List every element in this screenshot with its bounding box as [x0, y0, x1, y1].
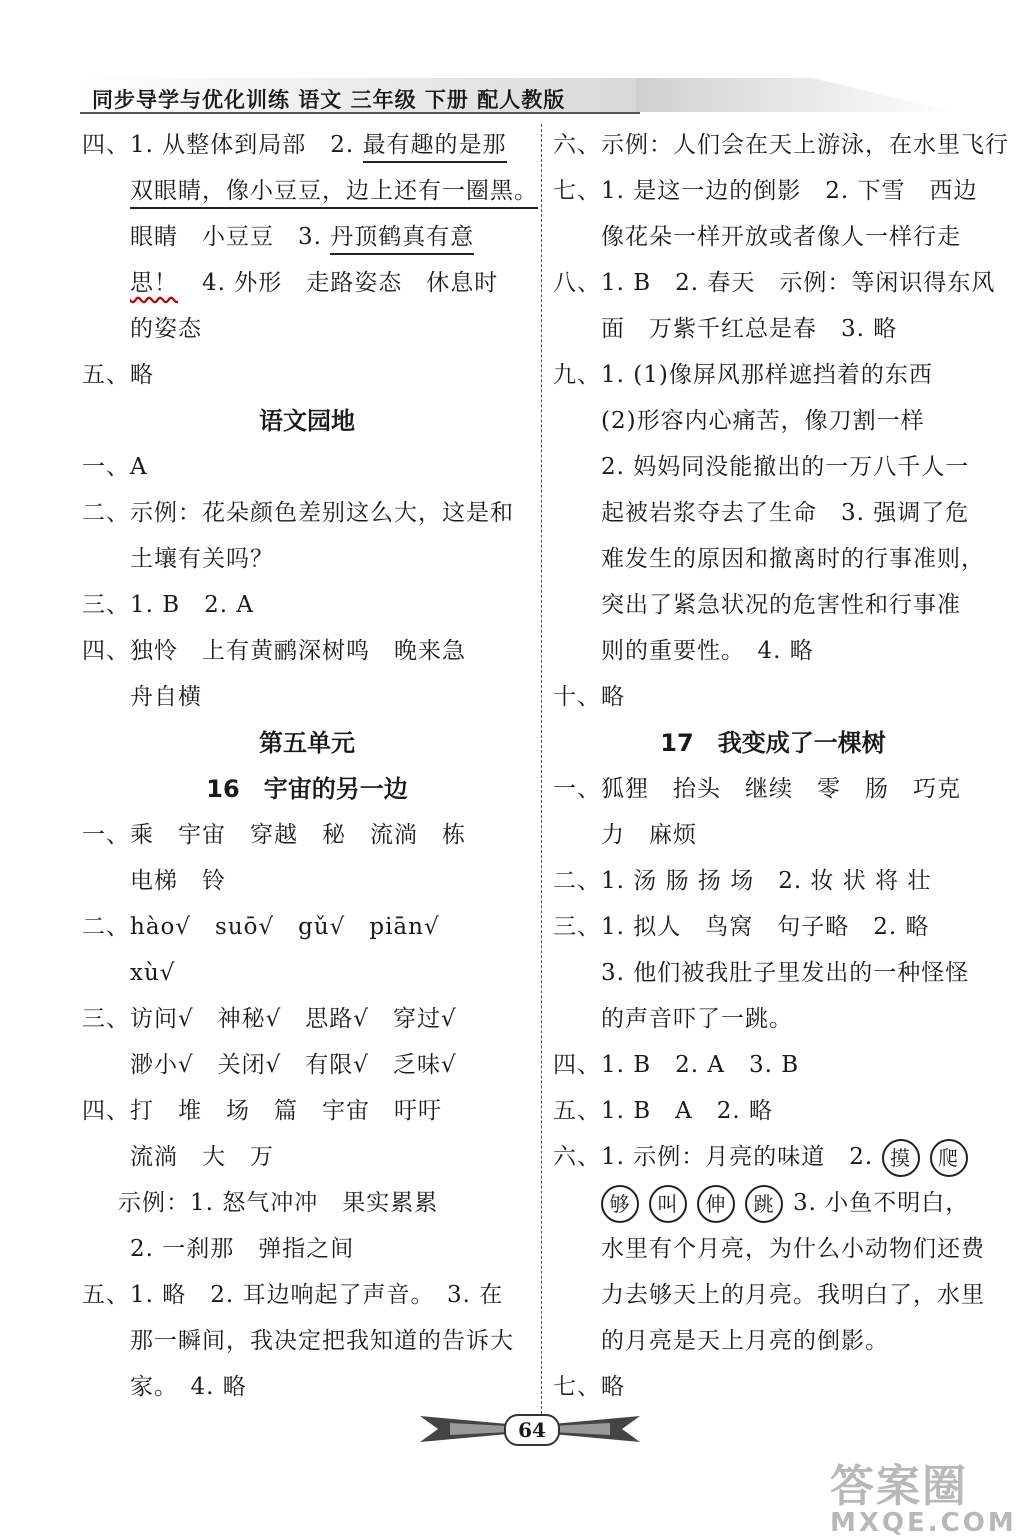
answer-line: xù√: [130, 960, 176, 986]
header-title: 同步导学与优化训练 语文 三年级 下册 配人教版: [92, 88, 566, 112]
header-tail-decoration: [636, 78, 956, 112]
answer-line: 三、访问√ 神秘√ 思路√ 穿过√: [82, 1006, 457, 1032]
answer-line: 四、1. B 2. A 3. B: [553, 1052, 800, 1078]
answer-line: 一、A: [82, 454, 148, 480]
answer-line: 一、乘 宇宙 穿越 秘 流淌 栋: [82, 822, 466, 848]
circled-char: 爬: [930, 1139, 968, 1177]
answer-line: [553, 1180, 993, 1226]
watermark-url: MXQE.COM: [830, 1508, 1017, 1538]
section-heading: 语文园地: [259, 407, 355, 435]
unit-heading: 第五单元: [259, 729, 355, 757]
answer-line: 难发生的原因和撤离时的行事准则，: [601, 546, 985, 572]
answer-text: 眼睛 小豆豆 3.: [130, 224, 331, 250]
watermark-text: 答案圈: [830, 1461, 968, 1512]
answer-line: 的姿态: [130, 316, 202, 342]
answer-line: 土壤有关吗？: [130, 546, 274, 572]
answer-line: 五、1. 略 2. 耳边响起了声音。 3. 在: [82, 1282, 504, 1308]
answer-line: [82, 260, 532, 306]
answer-line: 三、1. 拟人 鸟窝 句子略 2. 略: [553, 914, 930, 940]
answer-line: 七、略: [553, 1374, 625, 1400]
answer-line: 三、1. B 2. A: [82, 592, 255, 618]
answer-line: 力 麻烦: [601, 822, 697, 848]
answer-line: 家。 4. 略: [130, 1374, 247, 1400]
circled-char: 伸: [697, 1185, 735, 1223]
wavy-underlined-answer: 思！: [130, 270, 178, 296]
answer-text: 四、1. 从整体到局部 2.: [82, 132, 363, 158]
lesson-heading: 17 我变成了一棵树: [660, 729, 886, 757]
answer-line: 的月亮是天上月亮的倒影。: [601, 1328, 889, 1354]
answer-line: 十、略: [553, 684, 625, 710]
answer-line: 六、示例：人们会在天上游泳，在水里飞行: [553, 132, 1009, 158]
circled-char: 跳: [745, 1185, 783, 1223]
page-footer: [420, 1410, 640, 1446]
answer-line: 四、打 堆 场 篇 宇宙 吁吁: [82, 1098, 442, 1124]
underlined-answer: 双眼睛，像小豆豆，边上还有一圈黑。: [130, 178, 538, 209]
answer-line: 八、1. B 2. 春天 示例：等闲识得东风: [553, 270, 996, 296]
answer-text: 3. 小鱼不明白，: [793, 1190, 970, 1216]
answer-line: 起被岩浆夺去了生命 3. 强调了危: [601, 500, 970, 526]
answer-line: 一、狐狸 抬头 继续 零 肠 巧克: [553, 776, 961, 802]
answer-line: 的声音吓了一跳。: [601, 1006, 793, 1032]
column-divider: [541, 124, 542, 1424]
answer-line: 则的重要性。 4. 略: [601, 638, 814, 664]
answer-line: 电梯 铃: [130, 868, 226, 894]
answer-line: 面 万紫千红总是春 3. 略: [601, 316, 898, 342]
answer-line: 流淌 大 万: [130, 1144, 274, 1170]
circled-char: 够: [601, 1185, 639, 1223]
underlined-answer: 最有趣的是那: [363, 132, 507, 163]
answer-line: (2)形容内心痛苦，像刀割一样: [601, 408, 925, 434]
answer-line: 2. 妈妈同没能撤出的一万八千人一: [601, 454, 970, 480]
circled-char: 摸: [882, 1139, 920, 1177]
answer-line: 二、1. 汤 肠 扬 场 2. 妆 状 将 壮: [553, 868, 932, 894]
answer-line: 渺小√ 关闭√ 有限√ 乏味√: [130, 1052, 457, 1078]
underlined-answer: 丹顶鹤真有意: [330, 224, 474, 255]
right-column: [553, 122, 1009, 1410]
answer-line: 舟自横: [130, 684, 202, 710]
circled-char: 叫: [649, 1185, 687, 1223]
answer-line: [82, 168, 538, 214]
answer-line: [82, 214, 532, 260]
answer-line: 水里有个月亮，为什么小动物们还费: [601, 1236, 985, 1262]
answer-line: [553, 1134, 993, 1180]
answer-line: 七、1. 是这一边的倒影 2. 下雪 西边: [553, 178, 978, 204]
lesson-heading: 16 宇宙的另一边: [206, 775, 408, 803]
answer-line: 3. 他们被我肚子里发出的一种怪怪: [601, 960, 970, 986]
answer-line: 突出了紧急状况的危害性和行事准: [601, 592, 961, 618]
answer-line: 四、独怜 上有黄鹂深树鸣 晚来急: [82, 638, 466, 664]
answer-text: 六、1. 示例：月亮的味道 2.: [553, 1144, 882, 1170]
left-column: [82, 122, 538, 1410]
answer-line: 九、1. (1)像屏风那样遮挡着的东西: [553, 362, 933, 388]
answer-line: 2. 一刹那 弹指之间: [130, 1236, 355, 1262]
answer-line: [82, 122, 532, 168]
answer-line: 力去够天上的月亮。我明白了，水里: [601, 1282, 985, 1308]
answer-line: 五、1. B A 2. 略: [553, 1098, 774, 1124]
running-header: [80, 72, 960, 116]
answer-line: 二、示例：花朵颜色差别这么大，这是和: [82, 500, 514, 526]
answer-line: 那一瞬间，我决定把我知道的告诉大: [130, 1328, 514, 1354]
answer-text: 4. 外形 走路姿态 休息时: [178, 270, 499, 296]
answer-line: 示例：1. 怒气冲冲 果实累累: [118, 1190, 439, 1216]
answer-line: 五、略: [82, 362, 154, 388]
answer-line: 二、hào√ suō√ gǔ√ piān√: [82, 914, 440, 940]
answer-line: 像花朵一样开放或者像人一样行走: [601, 224, 961, 250]
page-number: 64: [504, 1414, 560, 1446]
watermark-logo: [830, 1450, 1020, 1538]
